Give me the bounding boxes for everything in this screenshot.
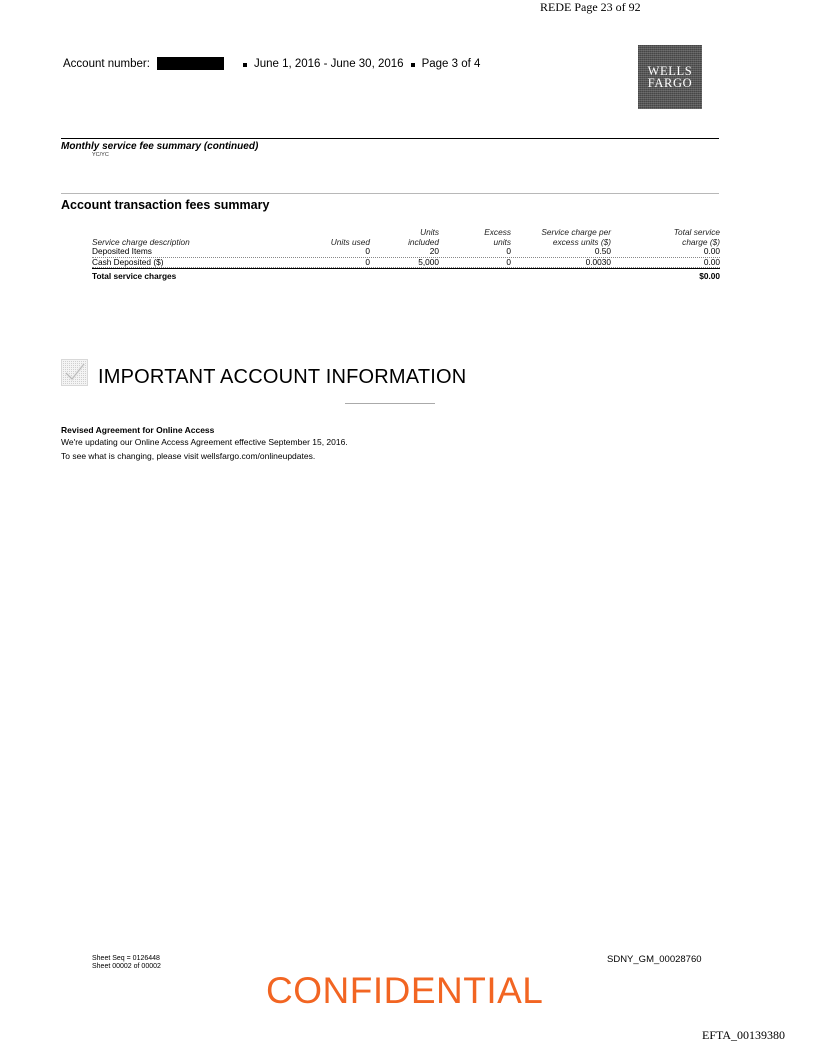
transaction-fees-title: Account transaction fees summary [61,198,270,212]
table-cell: 0.00 [703,246,720,256]
table-cell: Cash Deposited ($) [92,256,164,267]
statement-period: June 1, 2016 - June 30, 2016 [253,57,404,70]
total-label: Total service charges [92,271,177,281]
bullet-icon [411,63,415,67]
redaction-box [157,57,224,70]
column-header: Service charge per excess units ($) [541,227,611,247]
column-header: Units used [330,237,370,247]
account-number-label: Account number: [63,57,150,70]
bates-number: SDNY_GM_00028760 [607,954,702,965]
page-indicator: Page 3 of 4 [421,57,481,70]
table-cell: 0.50 [594,246,611,256]
table-cell: Deposited Items [92,246,152,256]
transaction-fees-table [92,227,720,281]
title-underline [345,403,435,404]
monthly-fee-title: Monthly service fee summary (continued) [61,141,259,152]
table-cell: 0.0030 [585,256,611,267]
table-cell: 5,000 [418,256,439,267]
logo-text-fargo: FARGO [647,76,693,90]
table-cell: 0 [365,246,370,256]
column-header: Service charge description [92,237,190,247]
checkbox-icon [61,359,88,386]
monthly-fee-code: YC/YC [92,152,109,158]
table-cell: 0 [365,256,370,267]
agreement-text: To see what is changing, please visit wellsfargo.com/onlineupdates. [61,451,316,461]
table-header-row [92,227,720,247]
logo-text-wells: WELLS [647,64,693,78]
column-header: Excess units [484,227,511,247]
table-row [92,258,720,269]
efta-number: EFTA_00139380 [702,1028,786,1042]
confidential-stamp: CONFIDENTIAL [266,970,544,1011]
agreement-text: We're updating our Online Access Agreement effective September 15, 2016. [61,437,348,447]
bullet-icon [243,63,247,67]
sheet-seq-text: Sheet Seq = 0126448 [92,955,160,962]
section-divider [61,193,719,194]
total-value: $0.00 [699,271,720,281]
column-header: Units included [408,227,439,247]
important-info-title: IMPORTANT ACCOUNT INFORMATION [98,366,467,388]
table-cell: 0.00 [703,256,720,267]
account-header-line [63,57,480,70]
section-divider [61,138,719,139]
sheet-of-text: Sheet 00002 of 00002 [92,963,161,970]
bates-page-number: REDE Page 23 of 92 [540,0,641,14]
table-cell: 0 [506,256,511,267]
table-row [92,247,720,258]
table-cell: 0 [506,246,511,256]
table-total-row [92,268,720,281]
wells-fargo-logo [638,45,702,109]
agreement-subtitle: Revised Agreement for Online Access [61,425,215,435]
table-cell: 20 [429,246,439,256]
column-header: Total service charge ($) [673,227,720,247]
sheet-sequence [92,955,161,971]
